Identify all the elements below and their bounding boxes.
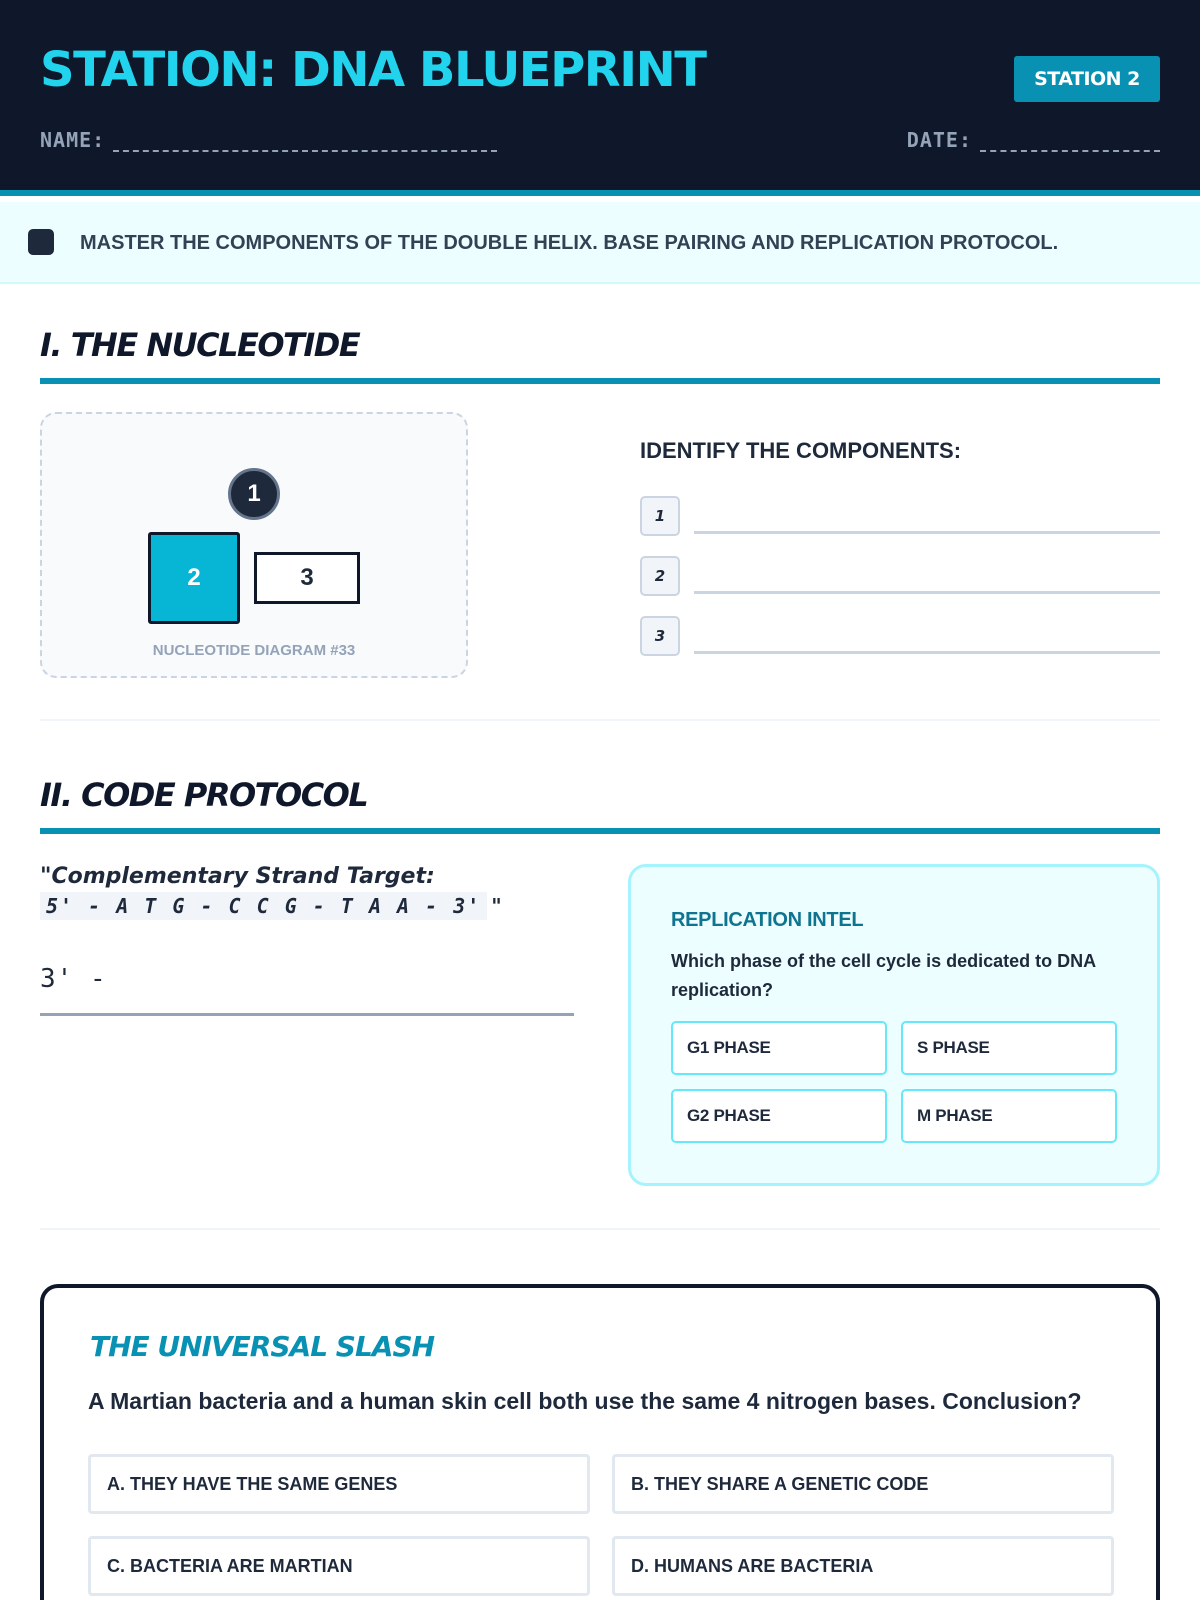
section-divider [40,1228,1160,1230]
date-field[interactable] [907,128,1160,152]
intel-option-g1[interactable]: G1 PHASE [671,1021,887,1075]
intel-option-m[interactable]: M PHASE [901,1089,1117,1143]
strand-sequence-line [40,894,502,918]
answer-strand-line[interactable] [40,1013,574,1016]
date-blank-line [980,132,1160,152]
section-rule [40,378,1160,384]
diagram-caption: NUCLEOTIDE DIAGRAM #33 [152,642,356,659]
intel-question: Which phase of the cell cycle is dedicated to DNA replication? [671,951,1096,1000]
name-label: NAME: [40,128,106,152]
component-answer-line[interactable] [694,651,1160,654]
date-label: DATE: [906,128,972,152]
name-field[interactable] [40,128,497,152]
component-number: 2 [640,556,680,596]
component-row-2 [640,556,1160,596]
replication-intel-card [628,864,1160,1186]
section-rule [40,828,1160,834]
station-badge: STATION 2 [1014,56,1160,102]
strand-prompt: "Complementary Strand Target: [40,864,435,889]
section-divider [40,719,1160,721]
slash-option-c[interactable]: C. BACTERIA ARE MARTIAN [88,1536,590,1596]
base-rectangle: 3 [254,552,360,604]
slash-question: A Martian bacteria and a human skin cell both use the same 4 nitrogen bases. Conclusion? [88,1388,1082,1414]
intel-option-s[interactable]: S PHASE [901,1021,1117,1075]
objective-text: MASTER THE COMPONENTS OF THE DOUBLE HELIX. BASE PAIRING AND REPLICATION PROTOCOL. [80,232,1059,254]
intel-title: REPLICATION INTEL [671,909,864,931]
section-title-code-protocol: II. CODE PROTOCOL [40,776,368,814]
slash-option-d[interactable]: D. HUMANS ARE BACTERIA [612,1536,1114,1596]
slash-option-b[interactable]: B. THEY SHARE A GENETIC CODE [612,1454,1114,1514]
component-answer-line[interactable] [694,531,1160,534]
identify-title: IDENTIFY THE COMPONENTS: [640,438,962,463]
component-answer-line[interactable] [694,591,1160,594]
phosphate-circle: 1 [228,468,280,520]
universal-slash-card [40,1284,1160,1600]
component-number: 1 [640,496,680,536]
worksheet-title: STATION: DNA BLUEPRINT [40,42,706,98]
slash-option-a[interactable]: A. THEY HAVE THE SAME GENES [88,1454,590,1514]
strand-sequence: 5' - A T G - C C G - T A A - 3' [40,892,487,920]
section-title-nucleotide: I. THE NUCLEOTIDE [40,326,360,364]
strand-close-quote: " [491,894,502,918]
intel-option-g2[interactable]: G2 PHASE [671,1089,887,1143]
component-number: 3 [640,616,680,656]
slash-title: THE UNIVERSAL SLASH [90,1330,435,1363]
worksheet-header [0,0,1200,196]
answer-strand-start: 3' - [40,964,107,994]
sugar-square: 2 [148,532,240,624]
nucleotide-diagram [40,412,468,678]
checkbox-icon[interactable] [28,229,54,255]
name-blank-line [113,132,497,152]
component-row-1 [640,496,1160,536]
component-row-3 [640,616,1160,656]
objective-banner [0,202,1200,284]
